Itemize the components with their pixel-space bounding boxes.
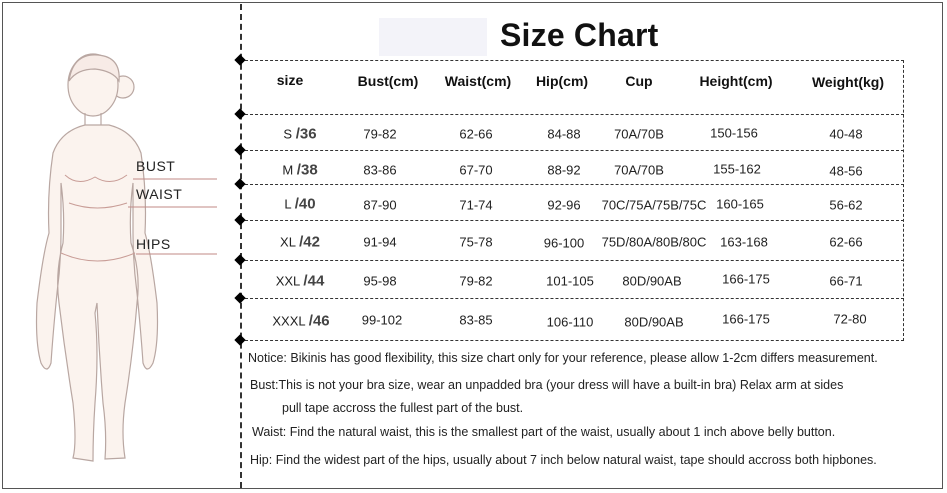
header-cup: Cup — [625, 73, 653, 89]
size-letter: S — [283, 126, 293, 142]
cup-cell: 80D/90AB — [624, 314, 684, 330]
hip-cell: 92-96 — [547, 197, 581, 213]
cup-cell: 70C/75A/75B/75C — [601, 197, 707, 213]
hip-cell: 96-100 — [543, 235, 585, 251]
hips-label: HIPS — [136, 236, 171, 252]
bust-cell: 95-98 — [363, 273, 397, 289]
table-rule — [240, 184, 904, 185]
table-rule — [240, 298, 904, 299]
weight-cell: 56-62 — [829, 197, 863, 213]
table-rule — [240, 220, 904, 221]
hip-cell: 84-88 — [547, 126, 581, 142]
header-waist: Waist(cm) — [444, 73, 512, 89]
table-right-border — [903, 60, 904, 341]
size-number: /44 — [303, 272, 325, 290]
size-number: /40 — [294, 195, 316, 213]
weight-cell: 72-80 — [833, 311, 867, 327]
height-cell: 166-175 — [722, 311, 770, 327]
size-letter: XL — [280, 234, 296, 250]
table-rule — [240, 340, 904, 341]
cup-cell: 75D/80A/80B/80C — [601, 234, 707, 250]
weight-cell: 40-48 — [829, 126, 863, 142]
hip-cell: 106-110 — [546, 314, 594, 330]
waist-label: WAIST — [136, 186, 183, 202]
bust-cell: 91-94 — [363, 234, 397, 250]
table-rule — [240, 260, 904, 261]
waist-cell: 62-66 — [459, 126, 493, 142]
hip-cell: 101-105 — [546, 273, 594, 289]
height-cell: 163-168 — [720, 234, 768, 250]
header-bust: Bust(cm) — [357, 73, 419, 89]
size-cell — [272, 313, 329, 330]
bust-cell: 79-82 — [363, 126, 397, 142]
bust-note-line2: pull tape accross the fullest part of the bust. — [282, 401, 524, 415]
waist-cell: 79-82 — [459, 273, 493, 289]
body-figure-illustration — [3, 3, 239, 488]
size-cell — [283, 126, 316, 143]
table-rule — [240, 60, 904, 61]
height-cell: 160-165 — [716, 196, 764, 212]
title-highlight-box — [379, 18, 487, 56]
header-size: size — [276, 72, 304, 88]
size-number: /46 — [308, 312, 330, 330]
cup-cell: 70A/70B — [614, 126, 664, 142]
header-weight: Weight(kg) — [811, 74, 885, 90]
size-letter: L — [284, 196, 292, 212]
height-cell: 166-175 — [722, 271, 770, 287]
hip-note: Hip: Find the widest part of the hips, usually about 7 inch below natural waist, tape should accross both hipbones. — [250, 453, 877, 467]
size-letter: XXXL — [272, 313, 306, 329]
header-height: Height(cm) — [699, 73, 773, 89]
waist-cell: 67-70 — [459, 162, 493, 178]
page-title: Size Chart — [500, 17, 659, 53]
waist-cell: 83-85 — [459, 312, 493, 328]
size-table — [240, 60, 906, 342]
waist-cell: 71-74 — [459, 197, 493, 213]
waist-cell: 75-78 — [459, 234, 493, 250]
size-number: /42 — [299, 233, 320, 251]
size-cell — [282, 162, 317, 179]
weight-cell: 62-66 — [829, 234, 863, 250]
bust-cell: 99-102 — [361, 312, 403, 328]
height-cell: 155-162 — [713, 161, 761, 177]
bust-cell: 83-86 — [363, 162, 397, 178]
size-number: /38 — [296, 161, 318, 179]
size-cell — [280, 234, 320, 251]
height-cell: 150-156 — [710, 125, 758, 141]
hip-cell: 88-92 — [547, 162, 581, 178]
size-letter: XXL — [275, 273, 300, 289]
table-rule — [240, 150, 904, 151]
cup-cell: 80D/90AB — [622, 273, 682, 289]
weight-cell: 66-71 — [829, 273, 863, 289]
notice-text: Notice: Bikinis has good flexibility, this size chart only for your reference, please allow 1-2cm differs measurement. — [248, 351, 878, 365]
bust-cell: 87-90 — [363, 197, 397, 213]
body-figure-panel — [3, 3, 239, 488]
cup-cell: 70A/70B — [614, 162, 664, 178]
header-hip: Hip(cm) — [535, 73, 589, 89]
waist-note: Waist: Find the natural waist, this is the smallest part of the waist, usually about 1 inch above belly button. — [252, 425, 836, 439]
weight-cell: 48-56 — [829, 163, 863, 179]
table-rule — [240, 114, 904, 115]
bust-note-line1: Bust:This is not your bra size, wear an unpadded bra (your dress will have a built-in bra) Relax arm at sides — [250, 378, 844, 392]
size-letter: M — [282, 162, 294, 178]
size-cell — [276, 273, 325, 290]
size-cell — [284, 196, 315, 213]
bust-label: BUST — [136, 158, 176, 174]
size-number: /36 — [295, 125, 317, 143]
